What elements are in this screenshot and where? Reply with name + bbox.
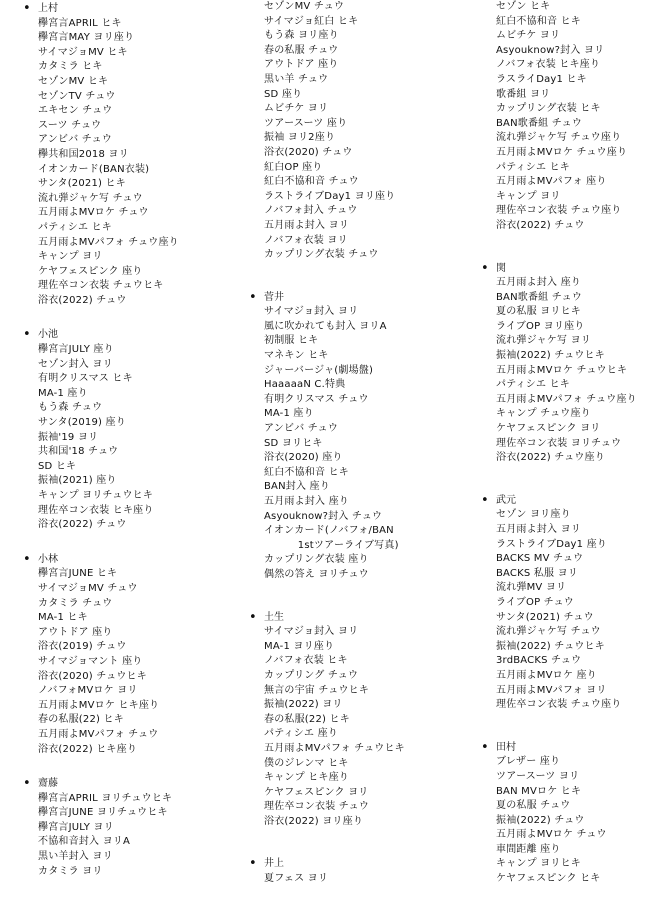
- list-item: 偶然の答え ヨリチュウ: [264, 568, 369, 580]
- list-item: 五月雨よMVパフォ チュウ座り: [38, 236, 179, 248]
- list-item: 五月雨よMVパフォ チュウヒキ: [264, 742, 405, 754]
- list-item: 浴衣(2022) チュウ: [38, 294, 127, 306]
- list-item: 理佐卒コン衣装 ヨリチュウ: [496, 437, 622, 449]
- list-item: セゾン封入 ヨリ: [38, 358, 113, 370]
- list-item: 夏の私服 チュウ: [496, 800, 571, 812]
- list-item: パティシエ ヒキ: [496, 379, 570, 391]
- list-item: キャンプ ヨリ: [496, 190, 561, 202]
- list-item: ムビチケ ヨリ: [264, 103, 329, 115]
- list-item: アンビバ チュウ: [264, 423, 339, 435]
- member-name: 関: [496, 262, 506, 274]
- list-item: 浴衣(2022) チュウ座り: [496, 452, 605, 464]
- list-item: キャンプ チュウ座り: [496, 408, 591, 420]
- list-item: 春の私服(22) ヒキ: [38, 714, 124, 726]
- list-item: サイマジョマント 座り: [38, 655, 143, 667]
- list-item: 欅共和国2018 ヨリ: [38, 148, 129, 160]
- list-item: サイマジョ封入 ヨリ: [264, 626, 359, 638]
- list-item: Asyouknow?封入 チュウ: [264, 510, 383, 522]
- list-item: 流れ弾ジャケ写 チュウ: [496, 626, 601, 638]
- list-item: 浴衣(2019) チュウ: [38, 641, 127, 653]
- list-item: 紅白OP 座り: [264, 161, 323, 173]
- list-item: サイマジョMV ヒキ: [38, 46, 128, 58]
- list-item: 五月雨よMVロケ 座り: [496, 669, 597, 681]
- member-block: [480, 262, 662, 466]
- member-name: 齋藤: [38, 778, 58, 790]
- list-item: ケヤフェスピンク ヨリ: [264, 786, 369, 798]
- list-item: BAN歌番組 チュウ: [496, 117, 583, 129]
- list-item: カタミラ ヒキ: [38, 61, 103, 73]
- list-item: 五月雨よMVパフォ ヨリ: [496, 684, 607, 696]
- list-item: カップリング衣装 座り: [264, 554, 369, 566]
- list-item: 流れ弾ジャケ写 ヨリ: [496, 335, 591, 347]
- list-item: MA-1 ヒキ: [38, 612, 88, 624]
- member-name: 菅井: [264, 291, 284, 303]
- list-item: ケヤフェスピンク ヒキ: [496, 873, 601, 885]
- list-item: ムビチケ ヨリ: [496, 30, 561, 42]
- list-item: 五月雨よ封入 座り: [264, 496, 349, 507]
- list-item: 紅白不協和音 ヒキ: [264, 466, 349, 478]
- list-item: ノバフォ封入 チュウ: [264, 205, 358, 217]
- list-item: サイマジョ紅白 ヒキ: [264, 15, 359, 27]
- list-item: BAN MVロケ ヒキ: [496, 785, 582, 797]
- list-item: MA-1 ヨリ座り: [264, 640, 335, 652]
- list-item: 3rdBACKS チュウ: [496, 655, 582, 667]
- list-item: 理佐卒コン衣装 ヒキ座り: [38, 504, 154, 516]
- list-item: 振袖(2022) ヨリ: [264, 699, 343, 711]
- list-item: サンタ(2019) 座り: [38, 417, 126, 429]
- list-item: 欅宮言JUNE ヒキ: [38, 568, 118, 580]
- list-item: ケヤフェスピンク 座り: [38, 265, 143, 277]
- bullet-icon: •: [249, 856, 257, 872]
- member-block: [248, 291, 480, 583]
- member-block: [22, 328, 240, 532]
- list-item: 理佐卒コン衣装 チュウ: [264, 801, 370, 813]
- list-item: 紅白不協和音 チュウ: [264, 176, 359, 188]
- member-block: [22, 777, 240, 879]
- list-item: アウトドア 座り: [38, 626, 113, 638]
- member-block: [480, 494, 662, 713]
- member-name: 小林: [38, 553, 58, 565]
- member-name: 井上: [264, 858, 284, 870]
- list-item: セゾン ヨリ座り: [496, 509, 571, 521]
- list-item: マネキン ヒキ: [264, 350, 329, 362]
- bullet-icon: •: [249, 609, 257, 625]
- list-item: BAN封入 座り: [264, 481, 330, 493]
- list-item: 振袖(2022) チュウヒキ: [496, 640, 605, 652]
- list-item: 浴衣(2022) ヨリ座り: [264, 815, 364, 827]
- list-item: 流れ弾ジャケ写 チュウ: [38, 192, 143, 204]
- list-item: 欅宮言APRIL ヒキ: [38, 17, 122, 29]
- list-item: 夏フェス ヨリ: [264, 873, 329, 885]
- list-item: BACKS 私服 ヨリ: [496, 567, 578, 579]
- list-item: ノバフォ衣装 ヒキ座り: [496, 59, 601, 71]
- list-item: もう森 チュウ: [38, 402, 103, 414]
- list-item: 春の私服 チュウ: [264, 44, 339, 56]
- list-item: 流れ弾ジャケ写 チュウ座り: [496, 132, 622, 144]
- list-item: キャンプ ヨリ: [38, 251, 103, 263]
- bullet-icon: •: [249, 289, 257, 305]
- member-name: 土生: [264, 611, 284, 623]
- list-item: ツアースーツ ヨリ: [496, 770, 580, 782]
- list-item: 黒い羊 チュウ: [264, 73, 329, 85]
- list-item: 風に吹かれても封入 ヨリA: [264, 320, 387, 332]
- list-item: ラストライブDay1 座り: [496, 538, 607, 550]
- list-item: パティシエ 座り: [264, 728, 338, 740]
- list-item: 五月雨よMVロケ チュウ座り: [496, 146, 628, 158]
- list-item: 流れ弾MV ヨリ: [496, 582, 567, 594]
- column-1: [22, 0, 240, 899]
- member-name: 田村: [496, 741, 516, 753]
- list-item: 五月雨よ封入 座り: [496, 277, 581, 289]
- list-item: カタミラ チュウ: [38, 597, 113, 609]
- list-item: セゾンMV チュウ: [264, 1, 345, 12]
- list-item: SD ヨリヒキ: [264, 437, 323, 449]
- list-item: 紅白不協和音 ヒキ: [496, 15, 581, 27]
- list-item: MA-1 座り: [38, 387, 88, 399]
- list-item: アンビバ チュウ: [38, 134, 113, 146]
- list-item: スーツ チュウ: [38, 119, 102, 131]
- list-item: エキセン チュウ: [38, 105, 113, 117]
- bullet-icon: •: [481, 739, 489, 755]
- list-item: カップリング衣装 チュウ: [264, 249, 379, 261]
- list-item: 五月雨よMVパフォ チュウ座り: [496, 393, 637, 405]
- list-item: アウトドア 座り: [264, 59, 339, 71]
- list-item: キャンプ ヒキ座り: [264, 772, 349, 784]
- list-item: イオンカード(BAN衣装): [38, 163, 150, 175]
- member-block: [22, 553, 240, 757]
- column-2: [248, 0, 480, 915]
- list-item: 五月雨よMVロケ チュウ: [496, 829, 607, 841]
- member-name: 小池: [38, 329, 58, 341]
- list-item: サイマジョ封入 ヨリ: [264, 306, 359, 318]
- list-item: Asyouknow?封入 ヨリ: [496, 44, 605, 56]
- list-item: 五月雨よMVパフォ 座り: [496, 176, 607, 188]
- list-item: セゾンTV チュウ: [38, 90, 116, 102]
- list-item: 歌番組 ヨリ: [496, 88, 551, 100]
- list-item: 五月雨よ封入 ヨリ: [264, 219, 349, 231]
- list-item: SD ヒキ: [38, 460, 77, 472]
- member-block: [248, 0, 480, 263]
- list-item: 振袖(2022) チュウヒキ: [496, 350, 605, 362]
- list-item: 春の私服(22) ヒキ: [264, 713, 350, 725]
- list-item: BACKS MV チュウ: [496, 553, 584, 565]
- list-item: キャンプ ヨリチュウヒキ: [38, 490, 154, 501]
- list-item: サンタ(2021) ヒキ: [38, 178, 126, 190]
- list-item: 車間距離 座り: [496, 843, 561, 855]
- list-item: 欅宮言JULY ヨリ: [38, 821, 114, 833]
- list-item: 有明クリスマス チュウ: [264, 393, 369, 405]
- list-item: キャンプ ヨリヒキ: [496, 858, 581, 870]
- list-item: ノバフォ衣装 ヨリ: [264, 234, 348, 246]
- list-item: サイマジョMV チュウ: [38, 582, 138, 594]
- list-item: 浴衣(2020) チュウヒキ: [38, 670, 147, 682]
- bullet-icon: •: [23, 1, 31, 16]
- list-item: 振袖'19 ヨリ: [38, 431, 99, 443]
- list-item: ノバフォMVロケ ヨリ: [38, 685, 138, 697]
- list-item: 欅宮言MAY ヨリ座り: [38, 32, 135, 44]
- list-item: パティシエ ヒキ: [496, 161, 570, 173]
- column-3: [480, 0, 662, 915]
- bullet-icon: •: [481, 260, 489, 276]
- list-item: 浴衣(2022) ヒキ座り: [38, 743, 138, 755]
- list-item: 五月雨よMVパフォ チュウ: [38, 728, 159, 740]
- list-item: サンタ(2021) チュウ: [496, 611, 594, 623]
- list-item: 理佐卒コン衣装 チュウ座り: [496, 699, 622, 711]
- member-name: 武元: [496, 494, 516, 506]
- member-block: [248, 857, 480, 886]
- list-item: 浴衣(2022) チュウ: [38, 519, 127, 531]
- list-item: 浴衣(2020) チュウ: [264, 146, 353, 158]
- list-item: 振袖 ヨリ2座り: [264, 132, 336, 144]
- list-item: カップリング チュウ: [264, 669, 359, 681]
- bullet-icon: •: [23, 776, 31, 792]
- list-item: 五月雨よMVロケ チュウ: [38, 207, 149, 219]
- list-item: 理佐卒コン衣装 チュウ座り: [496, 205, 622, 217]
- member-block: [22, 2, 240, 308]
- list-item: 浴衣(2022) チュウ: [496, 219, 585, 231]
- list-item: ラスライDay1 ヒキ: [496, 73, 587, 85]
- list-item: 有明クリスマス ヒキ: [38, 373, 133, 385]
- list-item: BAN歌番組 チュウ: [496, 291, 583, 303]
- list-item: 無言の宇宙 チュウヒキ: [264, 684, 370, 696]
- list-item: SD 座り: [264, 88, 303, 100]
- list-item: もう森 ヨリ座り: [264, 30, 339, 42]
- list-item: セゾンMV ヒキ: [38, 75, 109, 87]
- list-item: ノバフォ衣装 ヒキ: [264, 655, 348, 667]
- list-item: 欅宮言JUNE ヨリチュウヒキ: [38, 807, 168, 819]
- list-item: 共和国'18 チュウ: [38, 446, 119, 458]
- bullet-icon: •: [481, 492, 489, 508]
- member-block: [248, 611, 480, 830]
- list-item: ライブOP チュウ: [496, 596, 574, 608]
- member-block: [480, 0, 662, 234]
- list-item: 欅宮言APRIL ヨリチュウヒキ: [38, 792, 173, 804]
- list-item: 浴衣(2020) 座り: [264, 452, 343, 464]
- list-item: ツアースーツ 座り: [264, 117, 348, 129]
- list-item: 五月雨よMVロケ チュウヒキ: [496, 364, 628, 376]
- list-item: ケヤフェスピンク ヨリ: [496, 423, 601, 435]
- list-item: カップリング衣装 ヒキ: [496, 103, 601, 115]
- list-item: カタミラ ヨリ: [38, 865, 103, 877]
- list-item: HaaaaaN C.特典: [264, 379, 346, 391]
- list-item: 欅宮言JULY 座り: [38, 344, 114, 356]
- list-item: 不協和音封入 ヨリA: [38, 836, 131, 848]
- list-item: ジャーバージャ(劇場盤): [264, 364, 374, 376]
- member-name: 上村: [38, 3, 58, 14]
- list-item: 初制服 ヒキ: [264, 335, 319, 347]
- bullet-icon: •: [23, 327, 31, 343]
- list-item: 理佐卒コン衣装 チュウヒキ: [38, 280, 164, 292]
- list-item: 黒い羊封入 ヨリ: [38, 851, 113, 863]
- bullet-icon: •: [23, 551, 31, 567]
- list-item: パティシエ ヒキ: [38, 221, 112, 233]
- member-block: [480, 741, 662, 887]
- list-item: 夏の私服 ヨリヒキ: [496, 306, 581, 318]
- list-item: 振袖(2022) チュウ: [496, 814, 585, 826]
- list-item: ラストライブDay1 ヨリ座り: [264, 190, 396, 202]
- list-item: ブレザー 座り: [496, 756, 561, 768]
- list-item: イオンカード(ノバフォ/BAN 1stツアーライブ写真): [264, 525, 399, 551]
- list-item: ライブOP ヨリ座り: [496, 320, 585, 332]
- list-item: 振袖(2021) 座り: [38, 475, 117, 487]
- list-item: 五月雨よMVロケ ヒキ座り: [38, 699, 160, 711]
- list-item: 僕のジレンマ ヒキ: [264, 757, 349, 769]
- list-item: 五月雨よ封入 ヨリ: [496, 524, 581, 535]
- list-item: MA-1 座り: [264, 408, 314, 420]
- list-item: セゾン ヒキ: [496, 1, 551, 12]
